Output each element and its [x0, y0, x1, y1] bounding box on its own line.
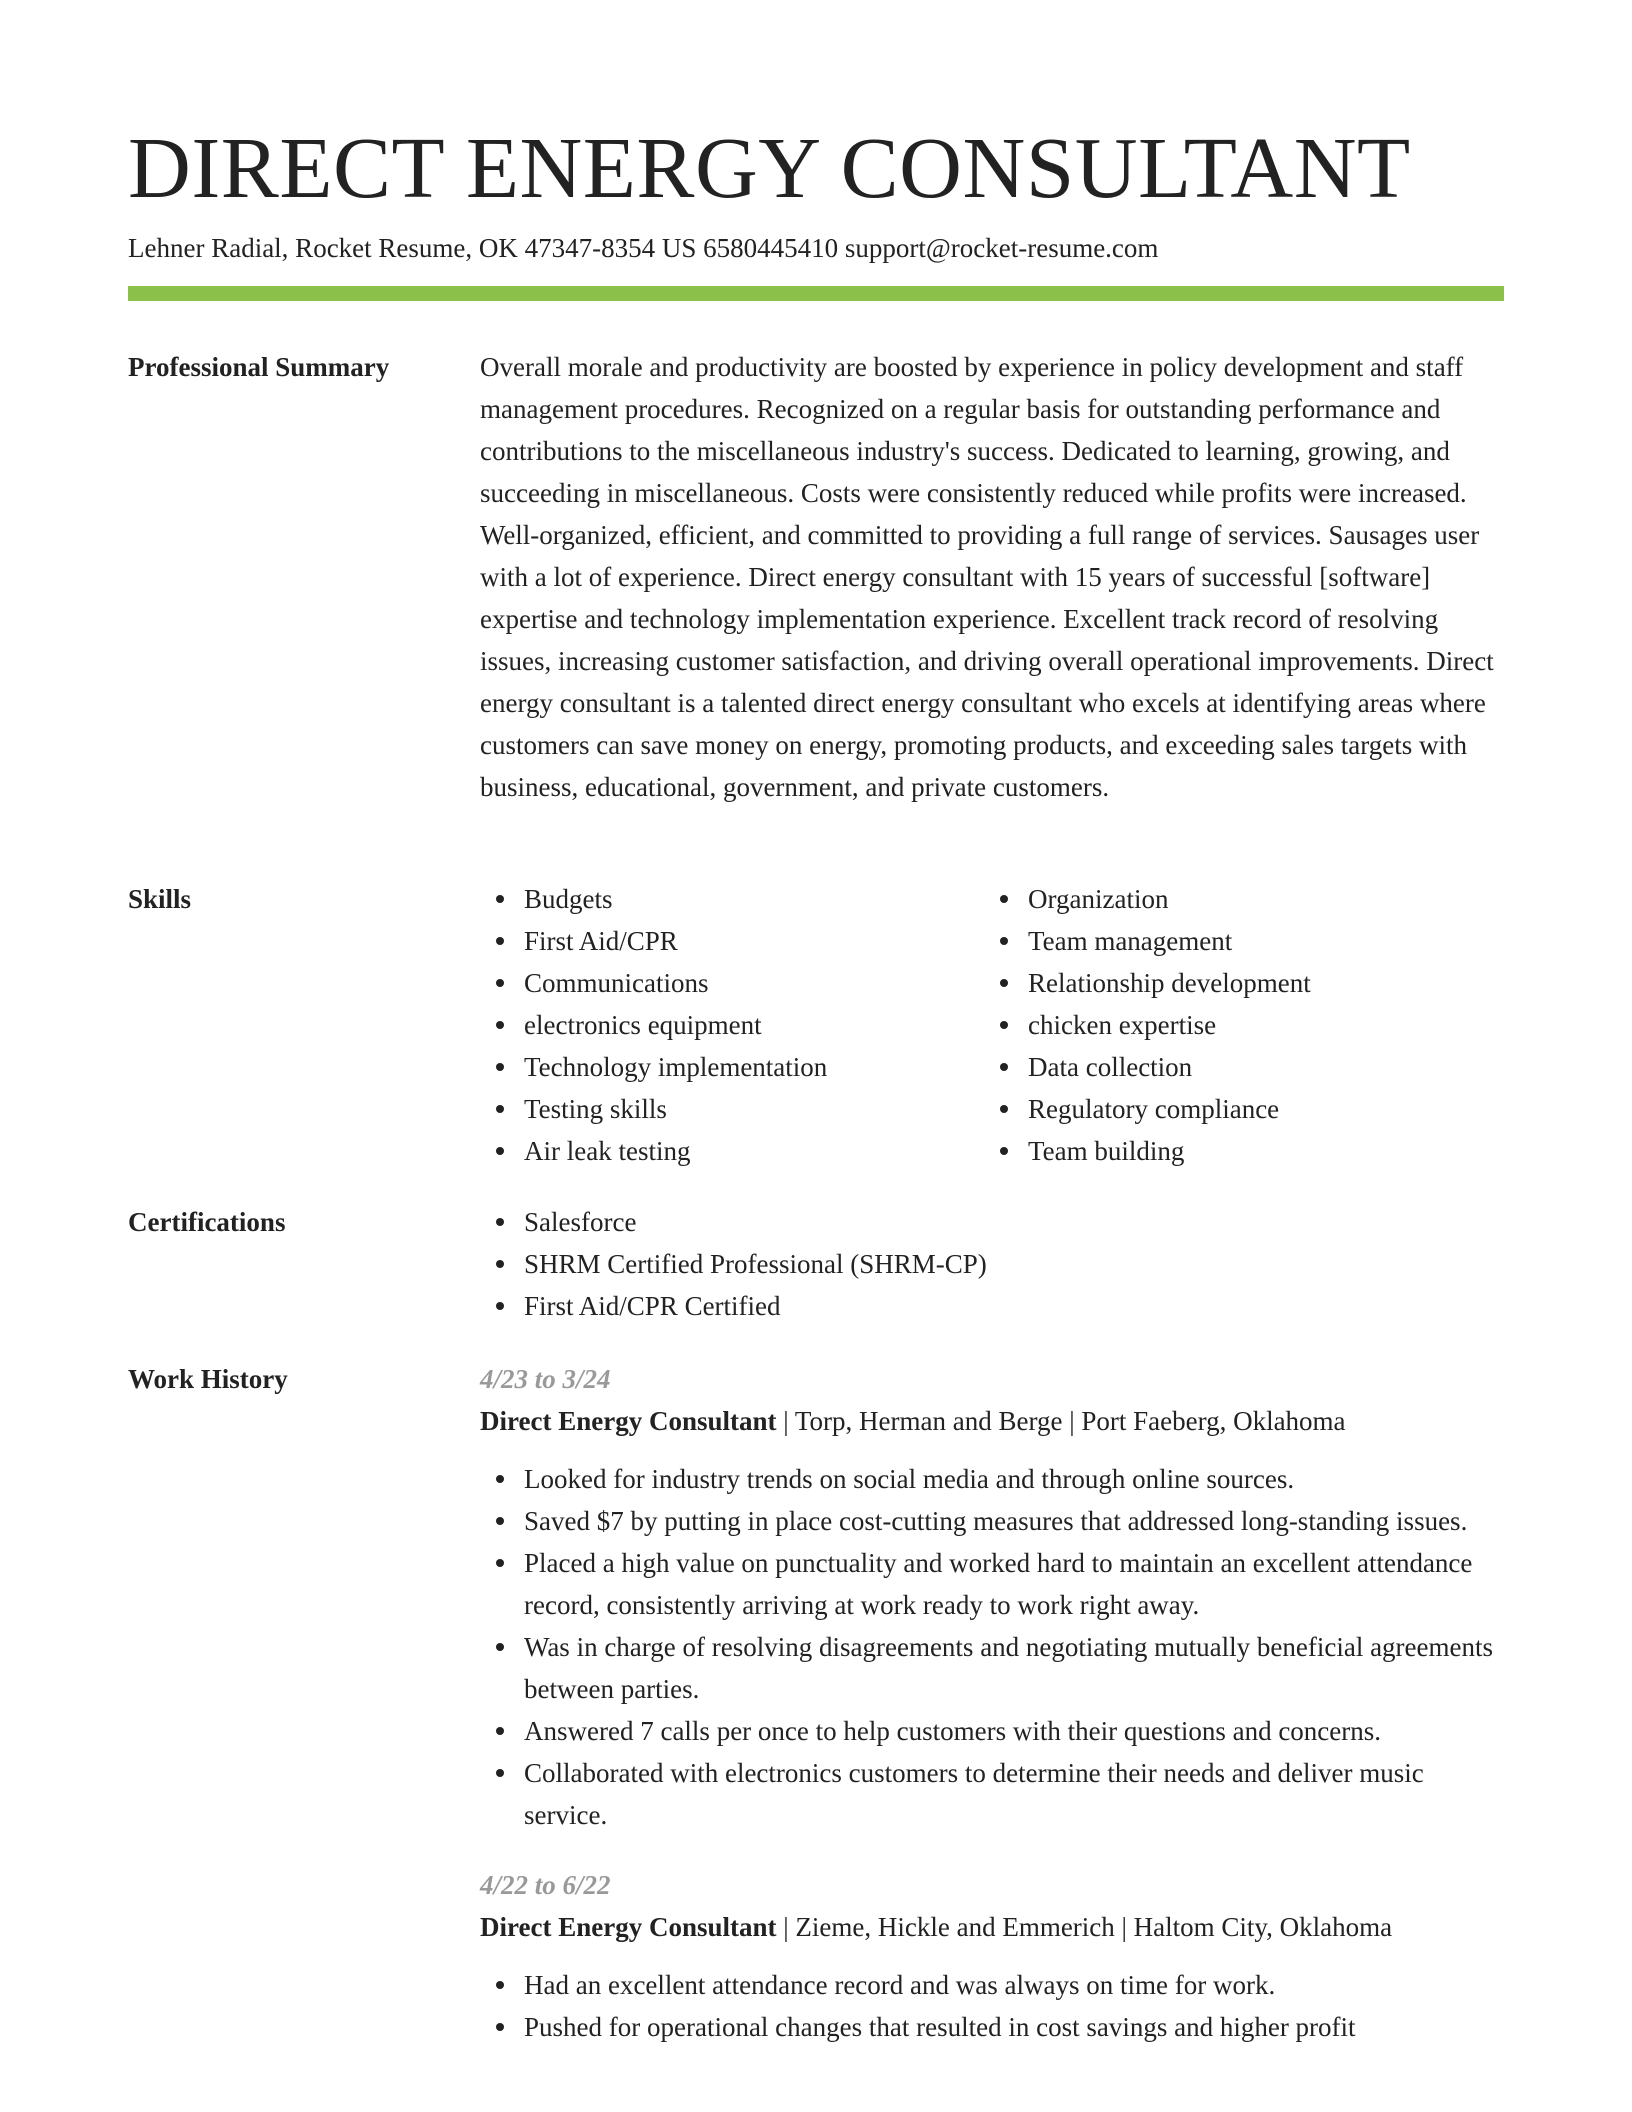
skill-item: First Aid/CPR: [480, 920, 984, 962]
skill-item: Data collection: [984, 1046, 1488, 1088]
skills-heading: Skills: [128, 884, 192, 914]
skill-item: Organization: [984, 878, 1488, 920]
skill-item: Communications: [480, 962, 984, 1004]
skill-item: Team management: [984, 920, 1488, 962]
job-employer-location: | Torp, Herman and Berge | Port Faeberg, Oklahoma: [776, 1406, 1346, 1436]
certifications-body: [480, 1201, 1504, 1327]
job-bullet: Pushed for operational changes that resulted in cost savings and higher profit: [480, 2006, 1504, 2048]
contact-line: Lehner Radial, Rocket Resume, OK 47347-8354 US 6580445410 support@rocket-resume.com: [128, 233, 1159, 263]
job-entry: [480, 1358, 1504, 1836]
job-bullets: [480, 1964, 1504, 2048]
job-title: Direct Energy Consultant: [480, 1406, 777, 1436]
resume-name: DIRECT ENERGY CONSULTANT: [128, 119, 1411, 216]
header-divider: [128, 286, 1504, 301]
job-dates: 4/23 to 3/24: [480, 1364, 611, 1394]
certification-item: Salesforce: [480, 1201, 1504, 1243]
skill-item: Air leak testing: [480, 1130, 984, 1172]
job-bullet: Was in charge of resolving disagreements and negotiating mutually beneficial agreements between parties.: [480, 1626, 1504, 1710]
job-entry: [480, 1864, 1504, 2048]
skills-body: [480, 878, 1504, 1172]
summary-heading: Professional Summary: [128, 352, 390, 382]
certifications-list: [480, 1201, 1504, 1327]
skill-item: chicken expertise: [984, 1004, 1488, 1046]
job-bullet: Looked for industry trends on social media and through online sources.: [480, 1458, 1504, 1500]
job-bullet: Collaborated with electronics customers to determine their needs and deliver music service.: [480, 1752, 1504, 1836]
certification-item: SHRM Certified Professional (SHRM-CP): [480, 1243, 1504, 1285]
job-bullet: Had an excellent attendance record and was always on time for work.: [480, 1964, 1504, 2006]
job-bullet: Saved $7 by putting in place cost-cutting measures that addressed long-standing issues.: [480, 1500, 1504, 1542]
job-title-line: [480, 1906, 1504, 1948]
skill-item: Budgets: [480, 878, 984, 920]
skill-item: Team building: [984, 1130, 1488, 1172]
job-bullet: Answered 7 calls per once to help customers with their questions and concerns.: [480, 1710, 1504, 1752]
job-bullets: [480, 1458, 1504, 1836]
job-title: Direct Energy Consultant: [480, 1912, 777, 1942]
summary-body: [480, 346, 1504, 808]
skills-left-list: [480, 878, 984, 1172]
job-bullet: Placed a high value on punctuality and worked hard to maintain an excellent attendance record, consistently arriving at work ready to work right away.: [480, 1542, 1504, 1626]
skill-item: Technology implementation: [480, 1046, 984, 1088]
summary-text: Overall morale and productivity are boosted by experience in policy development and staff management procedures. Recognized on a regular basis for outstanding performance and contributions to the miscellaneous industry's success. Dedicated to learning, growing, and succeeding in miscellaneous. Costs were consistently reduced while profits were increased. Well-organized, efficient, and committed to providing a full range of services. Sausages user with a lot of experience. Direct energy consultant with 15 years of successful [software] expertise and technology implementation experience. Excellent track record of resolving issues, increasing customer satisfaction, and driving overall operational improvements. Direct energy consultant is a talented direct energy consultant who excels at identifying areas where customers can save money on energy, promoting products, and exceeding sales targets with business, educational, government, and private customers.: [480, 352, 1494, 802]
skill-item: electronics equipment: [480, 1004, 984, 1046]
job-title-line: [480, 1400, 1504, 1442]
skill-item: Testing skills: [480, 1088, 984, 1130]
work-history-heading: Work History: [128, 1364, 288, 1394]
job-dates: 4/22 to 6/22: [480, 1870, 611, 1900]
job-employer-location: | Zieme, Hickle and Emmerich | Haltom City, Oklahoma: [776, 1912, 1393, 1942]
work-history-body: [480, 1358, 1504, 2048]
skill-item: Relationship development: [984, 962, 1488, 1004]
certifications-heading: Certifications: [128, 1207, 286, 1237]
skills-grid: [480, 878, 1504, 1172]
skills-right-list: [984, 878, 1488, 1172]
certification-item: First Aid/CPR Certified: [480, 1285, 1504, 1327]
skill-item: Regulatory compliance: [984, 1088, 1488, 1130]
